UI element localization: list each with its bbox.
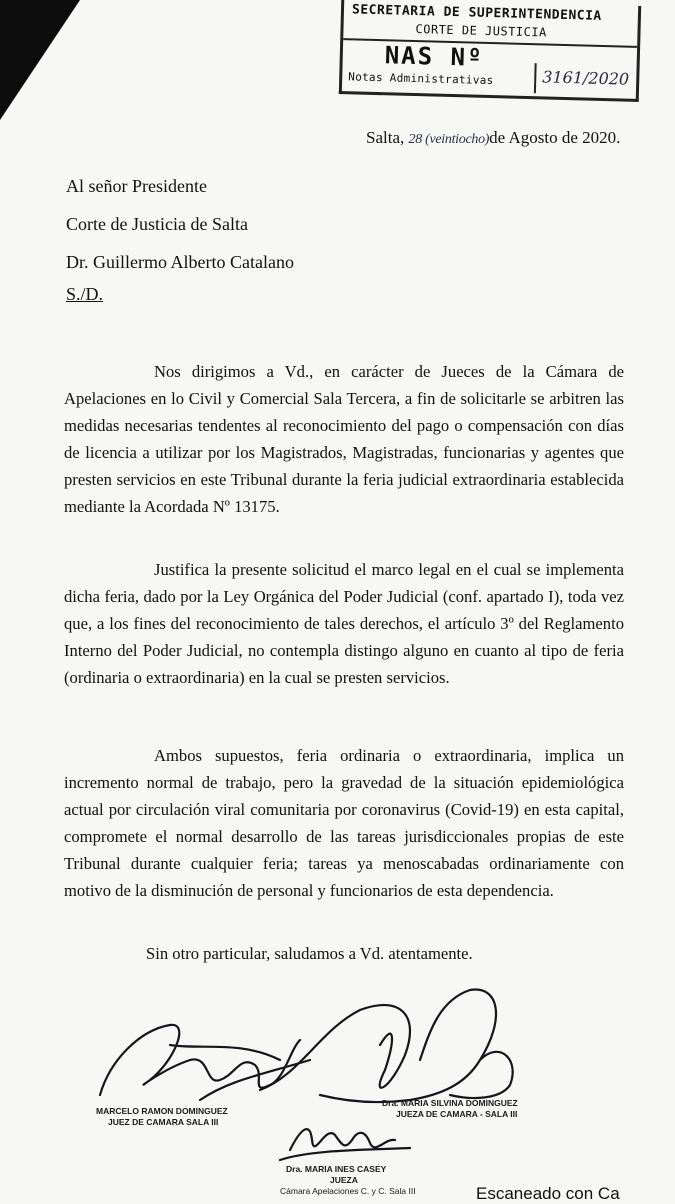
stamp-nas-label: NAS Nº bbox=[384, 41, 484, 72]
signature-right-title: JUEZA DE CAMARA - SALA III bbox=[396, 1109, 518, 1119]
signature-left-name: MARCELO RAMON DOMINGUEZ bbox=[96, 1106, 228, 1116]
addressee-line-2: Corte de Justicia de Salta bbox=[66, 214, 248, 234]
stamp-office: SECRETARIA DE SUPERINTENDENCIA bbox=[351, 2, 602, 24]
date-suffix: de Agosto de 2020. bbox=[489, 128, 621, 147]
signature-right bbox=[260, 990, 513, 1103]
date-handwritten-day: 28 (veintiocho) bbox=[408, 132, 490, 147]
date-prefix: Salta, bbox=[366, 128, 409, 147]
closing-line: Sin otro particular, saludamos a Vd. atentamente. bbox=[146, 944, 473, 963]
stamp-notas-label: Notas Administrativas bbox=[348, 70, 494, 88]
stamp-court: CORTE DE JUSTICIA bbox=[415, 22, 547, 40]
signature-center-name: Dra. MARIA INES CASEY bbox=[286, 1164, 387, 1174]
body-paragraph-1-text: Nos dirigimos a Vd., en carácter de Jueces de la Cámara de Apelaciones en lo Civil y Comercial Sala Tercera, a fin de solicitarle se arbitren las medidas necesarias tendentes al reconocimiento del pago o compensación con días de licencia a utilizar por los Magistrados, Magistradas, funcionarias y agentes que presten servicios en este Tribunal durante la feria judicial extraordinaria establecida mediante la Acordada Nº 13175. bbox=[64, 362, 624, 516]
signature-left-title: JUEZ DE CAMARA SALA III bbox=[108, 1117, 219, 1127]
body-paragraph-3-text: Ambos supuestos, feria ordinaria o extraordinaria, implica un incremento normal de trabajo, pero la gravedad de la situación epidemiológica actual por circulación viral comunitaria por coronavirus (Covid-19) en esta capital, compromete el normal desarrollo de las tareas jurisdiccionales propias de este Tribunal durante cualquier feria; tareas ya menoscabadas ordinariamente con motivo de la disminución de personal y funcionarios de esta dependencia. bbox=[64, 746, 624, 900]
signature-center-title: JUEZA bbox=[330, 1175, 358, 1185]
addressee-line-1: Al señor Presidente bbox=[66, 176, 207, 196]
addressee-line-4: S./D. bbox=[66, 284, 104, 304]
scanner-watermark: Escaneado con Ca bbox=[476, 1184, 620, 1203]
signature-right-name: Dra. MARIA SILVINA DOMINGUEZ bbox=[382, 1098, 518, 1108]
signature-left bbox=[100, 1025, 310, 1100]
addressee-line-3: Dr. Guillermo Alberto Catalano bbox=[66, 252, 294, 272]
signature-center-court: Cámara Apelaciones C. y C. Sala III bbox=[280, 1186, 416, 1196]
stamp-number: 3161/2020 bbox=[542, 67, 630, 89]
signature-center bbox=[280, 1129, 410, 1160]
body-paragraph-2-text: Justifica la presente solicitud el marco legal en el cual se implementa dicha feria, dado por la Ley Orgánica del Poder Judicial (conf. apartado I), toda vez que, a los fines del reconocimiento de tales derechos, el artículo 3º del Reglamento Interno del Poder Judicial, no contempla distingo alguno en cuanto al tipo de feria (ordinaria o extraordinaria) en la cual se presten servicios. bbox=[64, 560, 624, 687]
